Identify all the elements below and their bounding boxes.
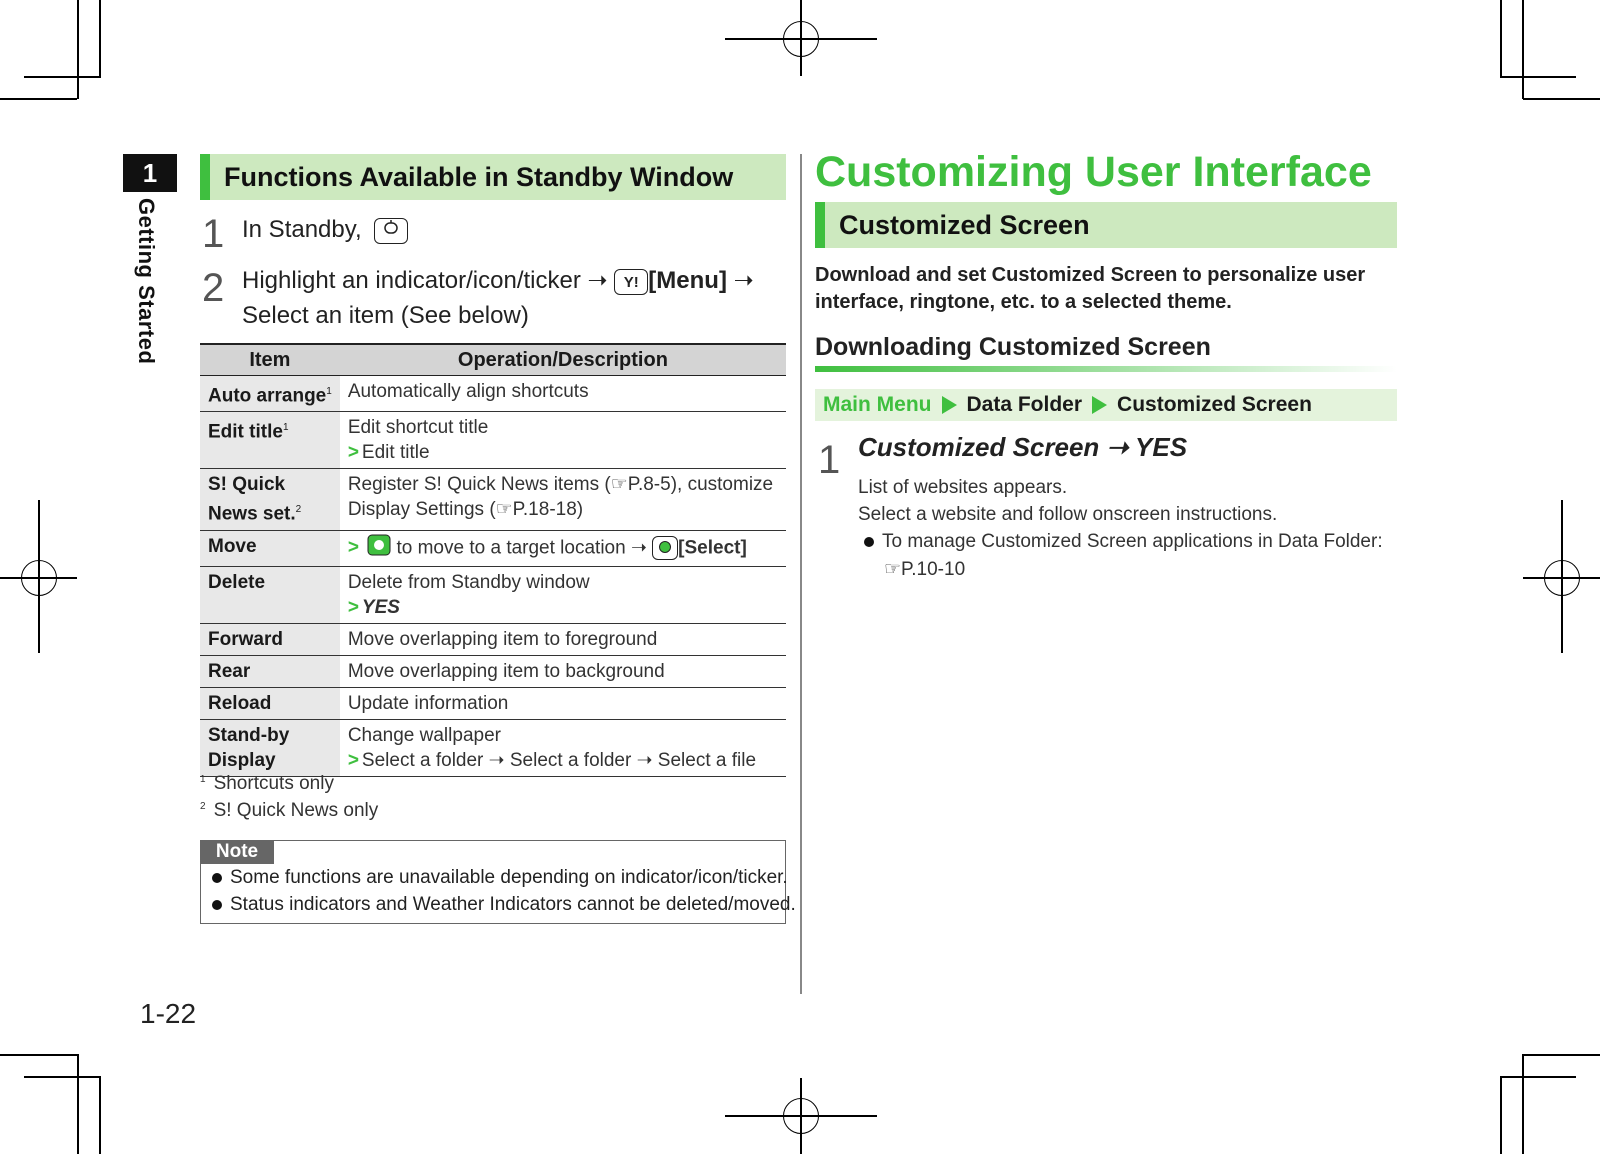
step-2-text xyxy=(242,263,787,333)
chapter-label: Getting Started xyxy=(134,198,159,365)
row-item: Move xyxy=(200,530,340,566)
table-row xyxy=(200,530,786,566)
green-arrow-icon: > xyxy=(347,596,359,618)
chapter-number: 1 xyxy=(123,154,177,192)
row-desc: to move to a target location xyxy=(396,537,626,559)
row-item: Auto arrange xyxy=(208,385,327,407)
step-number: 2 xyxy=(202,266,225,310)
green-arrow-icon: > xyxy=(347,749,359,771)
green-arrow-icon: > xyxy=(347,442,359,464)
menu-label: [Menu] xyxy=(648,267,727,294)
row-sup: 1 xyxy=(282,422,289,434)
arrow-icon: ➝ xyxy=(630,537,653,559)
table-row xyxy=(200,412,786,469)
note-text: Some functions are unavailable depending on indicator/icon/ticker. xyxy=(230,867,788,888)
select-key-icon xyxy=(652,536,678,560)
table-row xyxy=(200,376,786,412)
note-label: Note xyxy=(200,840,274,864)
row-sup: 2 xyxy=(295,504,302,516)
breadcrumb-item: Main Menu xyxy=(823,393,932,416)
row-desc: Change wallpaper xyxy=(347,724,501,746)
step-1-text xyxy=(242,212,408,247)
footnote-text: Shortcuts only xyxy=(213,773,334,794)
table-row xyxy=(200,623,786,655)
row-item: Forward xyxy=(200,623,340,655)
bullet-icon xyxy=(212,873,222,883)
breadcrumb xyxy=(815,389,1397,421)
table-row xyxy=(200,687,786,719)
footnote-text: S! Quick News only xyxy=(213,800,379,821)
header-operation: Operation/Description xyxy=(340,344,786,376)
header-item: Item xyxy=(200,344,340,376)
row-item: Rear xyxy=(200,655,340,687)
page-title: Customizing User Interface xyxy=(815,148,1372,196)
footnote xyxy=(200,800,378,822)
step-2-label: Highlight an indicator/icon/ticker xyxy=(242,267,581,294)
table-header-row xyxy=(200,344,786,376)
step-line: Select a website and follow onscreen instructions. xyxy=(858,504,1278,525)
operations-table xyxy=(200,343,786,777)
table-row xyxy=(200,469,786,530)
page-number: 1-22 xyxy=(140,998,197,1029)
green-arrow-icon: > xyxy=(347,537,359,559)
footnote xyxy=(200,773,334,795)
center-key-icon xyxy=(374,218,408,244)
bullet-icon xyxy=(212,900,222,910)
note-item xyxy=(212,867,788,889)
row-item: Stand-by Display xyxy=(200,719,340,776)
chapter-label-container xyxy=(133,198,167,368)
subheading-underline xyxy=(815,366,1397,372)
row-sup: 1 xyxy=(326,386,332,397)
row-item: Delete xyxy=(200,566,340,623)
bullet-line xyxy=(864,531,1383,553)
step-number: 1 xyxy=(202,212,225,256)
section-heading: Functions Available in Standby Window xyxy=(200,154,786,200)
table-row xyxy=(200,719,786,776)
note-item xyxy=(212,894,796,916)
step-title: Customized Screen ➝ YES xyxy=(858,432,1188,462)
row-sub: YES xyxy=(361,596,400,618)
row-sub: Edit title xyxy=(361,442,430,464)
row-item: Reload xyxy=(200,687,340,719)
bullet-icon xyxy=(864,537,874,547)
breadcrumb-item: Customized Screen xyxy=(1117,393,1312,416)
row-item: Edit title xyxy=(208,421,283,443)
row-desc: Edit shortcut title xyxy=(347,417,489,439)
column-divider xyxy=(800,154,802,994)
arrow-icon: ➝ xyxy=(587,267,615,294)
row-sub: Select a folder ➝ Select a folder ➝ Select a file xyxy=(361,749,757,771)
row-desc: Register S! Quick News items (☞P.8-5), customize Display Settings (☞P.18-18) xyxy=(340,469,786,530)
triangle-right-icon xyxy=(942,396,957,414)
step-number: 1 xyxy=(818,438,841,482)
intro-text: Download and set Customized Screen to personalize user interface, ringtone, etc. to a selected theme. xyxy=(815,264,1366,313)
breadcrumb-item: Data Folder xyxy=(966,393,1083,416)
row-desc: Move overlapping item to foreground xyxy=(340,623,786,655)
row-sub: [Select] xyxy=(678,537,747,559)
yahoo-key-icon: Y! xyxy=(614,269,648,295)
step-1-label: In Standby, xyxy=(242,216,362,243)
table-row xyxy=(200,566,786,623)
row-desc: Move overlapping item to background xyxy=(340,655,786,687)
step-line: List of websites appears. xyxy=(858,477,1068,498)
subheading: Downloading Customized Screen xyxy=(815,333,1211,361)
row-desc: Update information xyxy=(340,687,786,719)
note-text: Status indicators and Weather Indicators cannot be deleted/moved. xyxy=(230,894,796,915)
footnote-mark: 2 xyxy=(200,800,206,812)
row-desc: Delete from Standby window xyxy=(347,571,590,593)
step-2-sub: Select an item (See below) xyxy=(242,302,529,329)
row-item: S! Quick News set. xyxy=(208,474,296,525)
arrow-icon: ➝ xyxy=(733,267,754,294)
triangle-right-icon xyxy=(1092,396,1107,414)
bullet-text: To manage Customized Screen applications in Data Folder: xyxy=(882,531,1383,552)
page-reference: ☞P.10-10 xyxy=(884,559,966,580)
nav-key-icon xyxy=(367,534,391,563)
row-desc: Automatically align shortcuts xyxy=(340,376,786,412)
footnote-mark: 1 xyxy=(200,773,206,785)
table-row xyxy=(200,655,786,687)
section-heading: Customized Screen xyxy=(815,202,1397,248)
